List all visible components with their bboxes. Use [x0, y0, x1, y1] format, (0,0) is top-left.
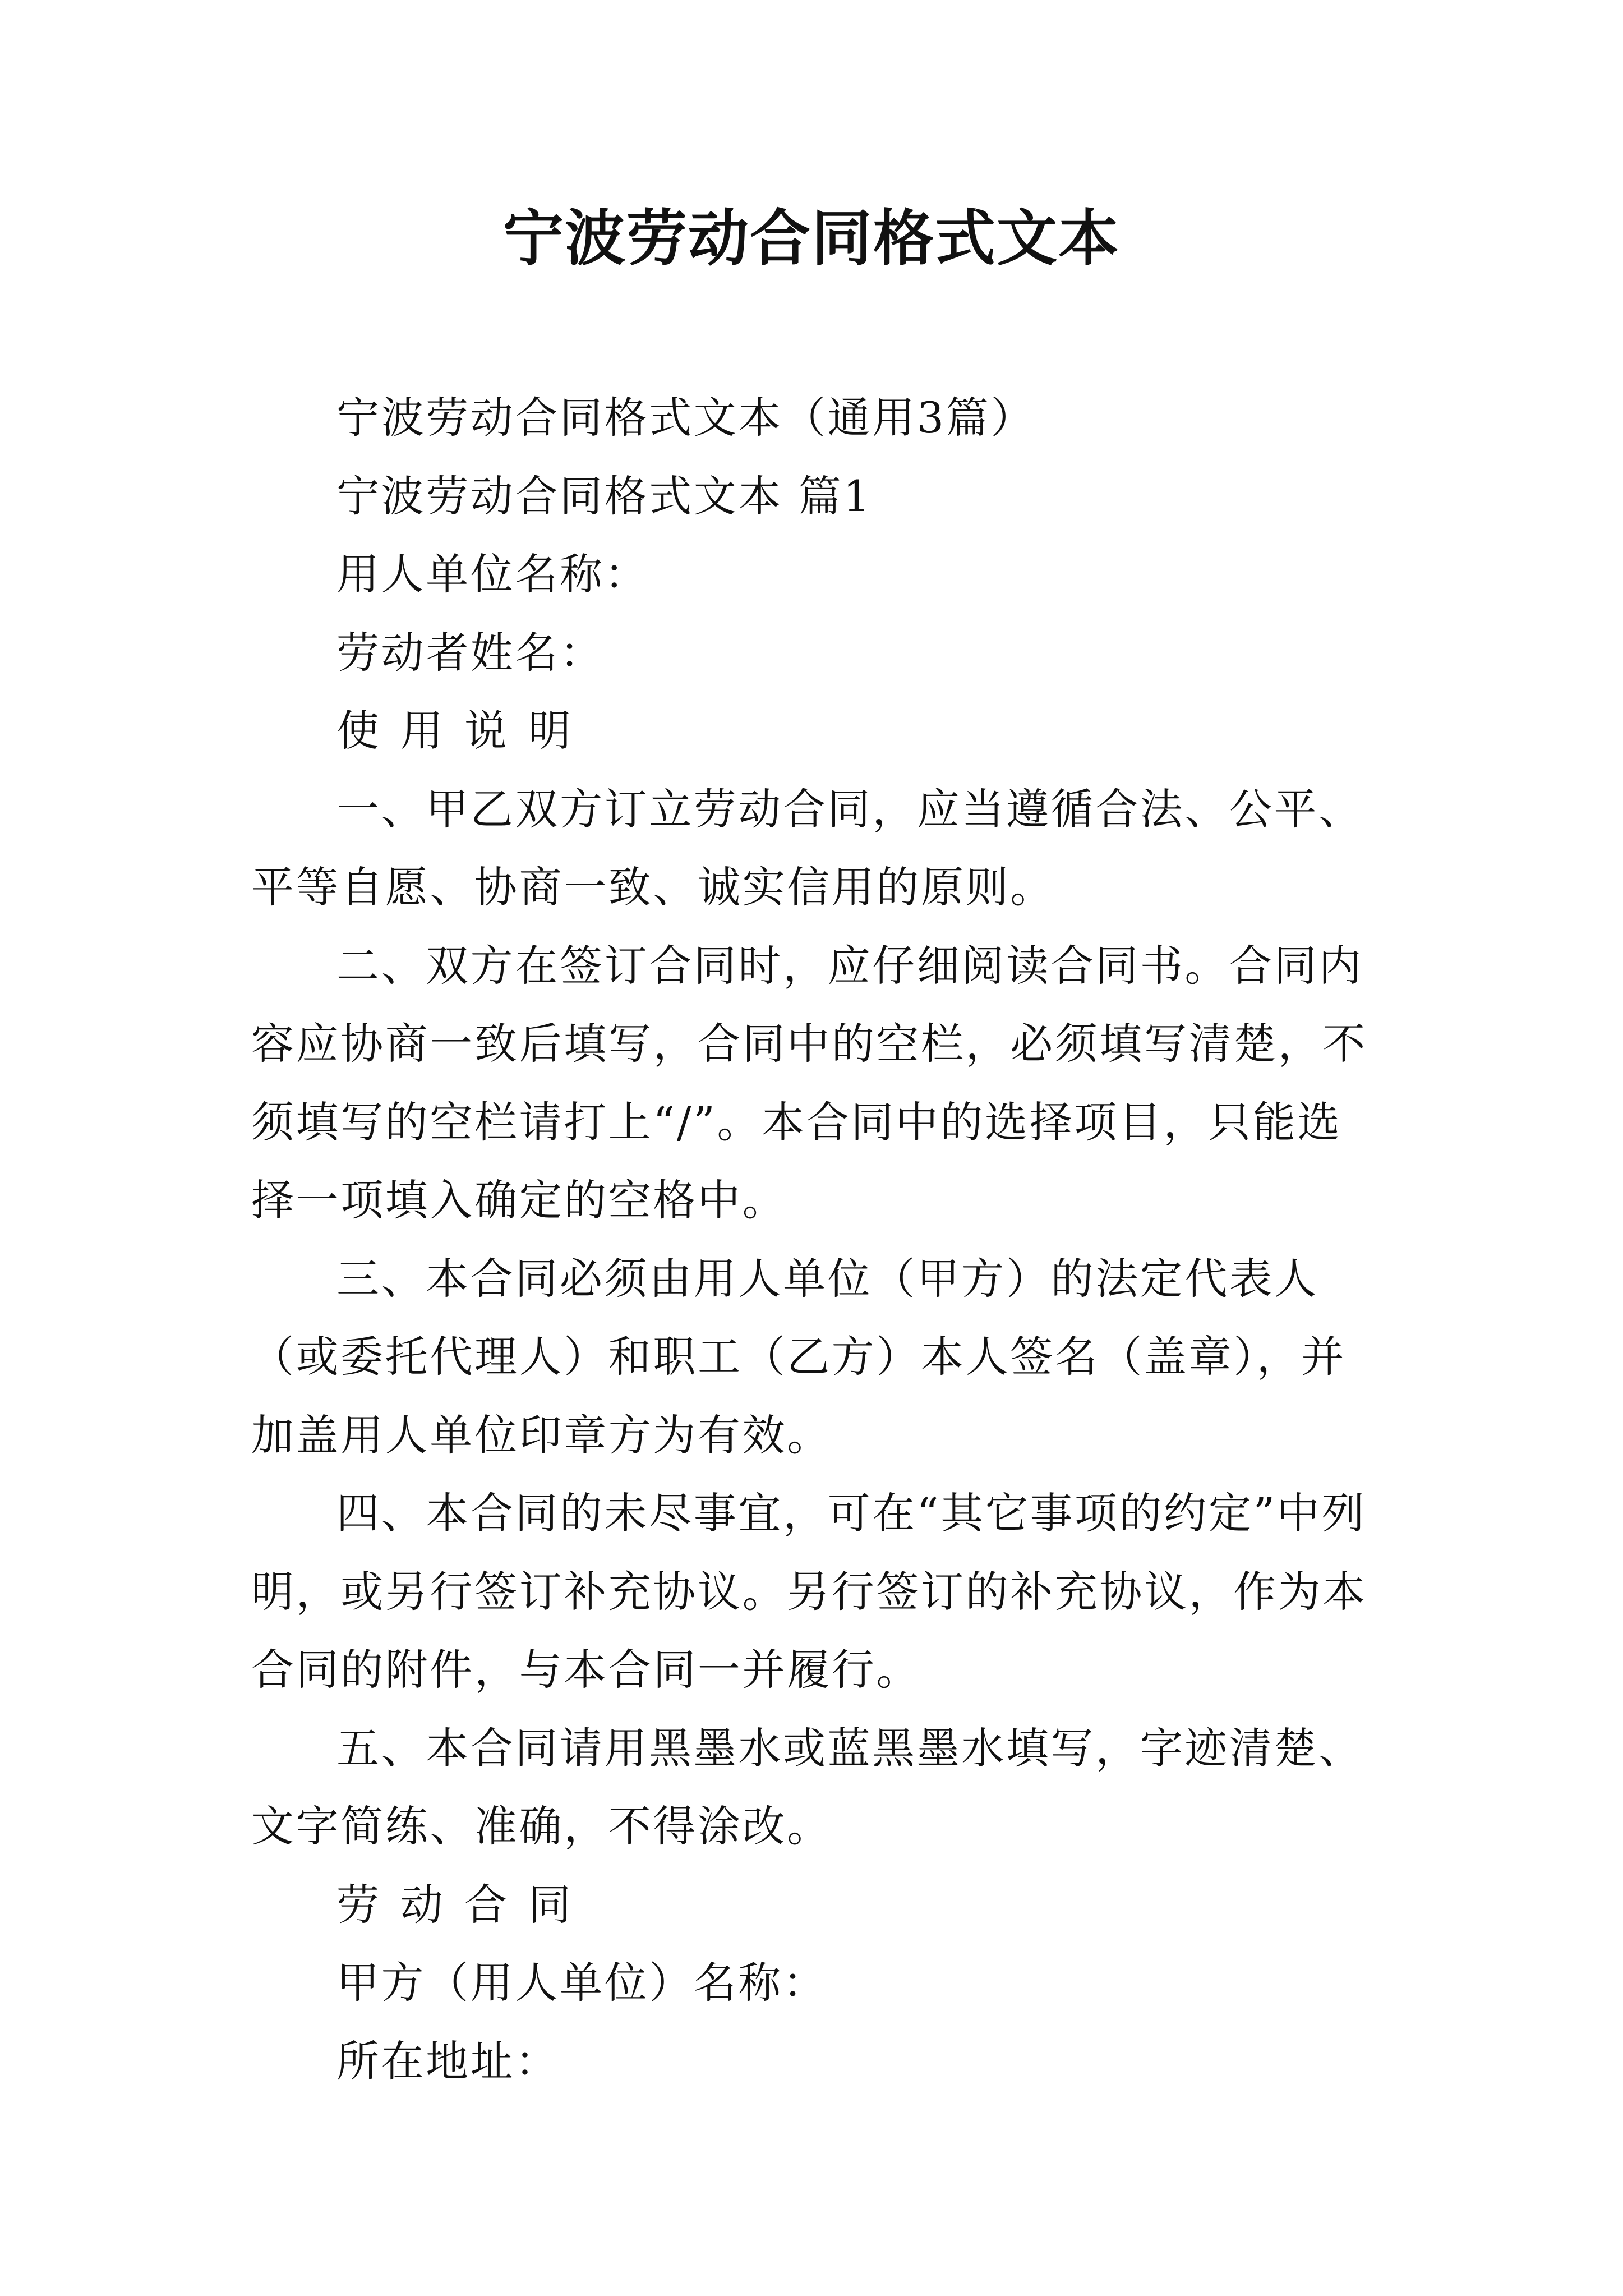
instruction-item-4: 四、本合同的未尽事宜，可在“其它事项的约定”中列明，或另行签订补充协议。另行签订的补充协议，作为本合同的附件，与本合同一并履行。 [251, 1488, 1367, 1695]
address-line: 所在地址： [336, 2036, 560, 2086]
instruction-item-3: 三、本合同必须由用人单位（甲方）的法定代表人（或委托代理人）和职工（乙方）本人签名（盖章），并加盖用人单位印章方为有效。 [251, 1253, 1346, 1460]
document-title: 宁波劳动合同格式文本 [502, 203, 1120, 274]
subtitle: 宁波劳动合同格式文本（通用3篇） [336, 393, 1035, 443]
contract-heading: 劳动合同 [336, 1879, 592, 1930]
instruction-item-5: 五、本合同请用黑墨水或蓝黑墨水填写，字迹清楚、文字简练、准确，不得涂改。 [251, 1723, 1363, 1851]
employer-name-line: 用人单位名称： [336, 549, 649, 599]
employee-name-line: 劳动者姓名： [336, 627, 605, 678]
section-heading: 宁波劳动合同格式文本 篇1 [336, 471, 873, 521]
instructions-heading: 使用说明 [336, 706, 592, 756]
instruction-item-1: 一、甲乙双方订立劳动合同，应当遵循合法、公平、平等自愿、协商一致、诚实信用的原则。 [251, 784, 1363, 912]
document-body [251, 379, 1384, 2100]
party-a-name-line: 甲方（用人单位）名称： [336, 1958, 828, 2008]
instruction-item-2: 二、双方在签订合同时，应仔细阅读合同书。合同内容应协商一致后填写，合同中的空栏，必须填写清楚，不须填写的空栏请打上“/”。本合同中的选择项目，只能选择一项填入确定的空格中。 [251, 940, 1367, 1225]
